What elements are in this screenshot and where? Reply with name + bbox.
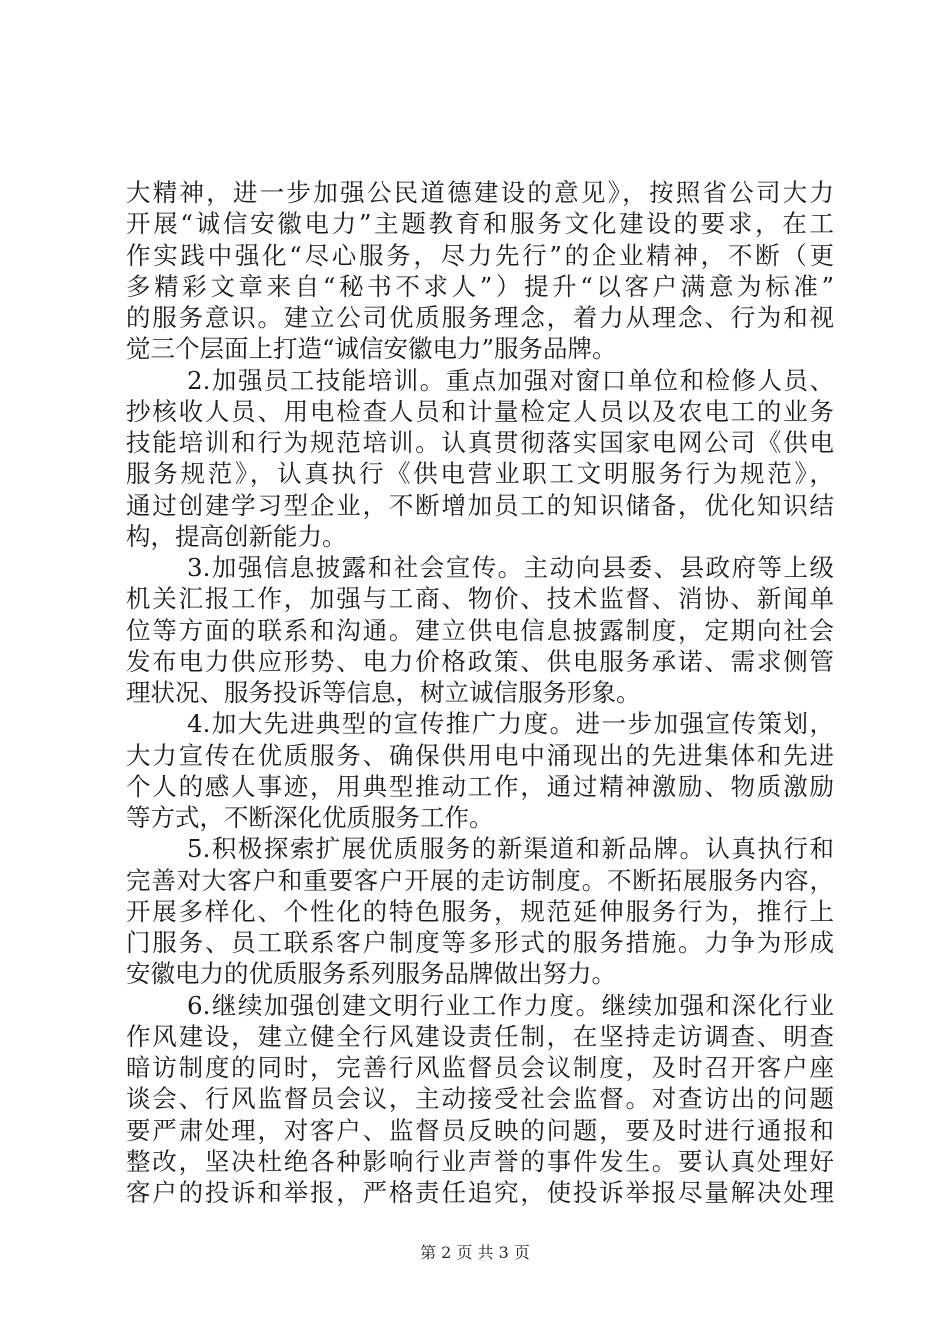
paragraph-5-first-line: 5.积极探索扩展优质服务的新渠道和新品牌。认真执行和 xyxy=(187,834,834,864)
body-text-line: 位等方面的联系和沟通。建立供电信息披露制度，定期向社会 xyxy=(126,615,834,645)
body-text-line: 开展多样化、个性化的特色服务，规范延伸服务行为，推行上 xyxy=(126,896,834,926)
body-text-line: 理状况、服务投诉等信息，树立诚信服务形象。 xyxy=(126,678,641,707)
body-text-line: 安徽电力的优质服务系列服务品牌做出努力。 xyxy=(126,959,616,989)
page-number-footer: 第 2 页 共 3 页 xyxy=(420,1243,530,1262)
body-text-line: 开展“诚信安徽电力”主题教育和服务文化建设的要求，在工 xyxy=(126,209,834,239)
paragraph-2-first-line: 2.加强员工技能培训。重点加强对窗口单位和检修人员、 xyxy=(187,365,834,395)
body-text-line: 大精神，进一步加强公民道德建设的意见》，按照省公司大力 xyxy=(126,178,834,207)
body-text-line: 发布电力供应形势、电力价格政策、供电服务承诺、需求侧管 xyxy=(126,646,834,676)
body-text-line: 机关汇报工作，加强与工商、物价、技术监督、消协、新闻单 xyxy=(126,584,834,614)
body-text-line: 构，提高创新能力。 xyxy=(126,521,347,551)
body-text-line: 服务规范》，认真执行《供电营业职工文明服务行为规范》， xyxy=(126,459,834,489)
body-text-line: 等方式，不断深化优质服务工作。 xyxy=(126,803,494,832)
paragraph-4-first-line: 4.加大先进典型的宣传推广力度。进一步加强宣传策划， xyxy=(187,709,834,739)
body-text-line: 多精彩文章来自“秘书不求人”）提升“以客户满意为标准” xyxy=(126,271,834,301)
body-text-line: 的服务意识。建立公司优质服务理念，着力从理念、行为和视 xyxy=(126,303,834,332)
body-text-line: 抄核收人员、用电检查人员和计量检定人员以及农电工的业务 xyxy=(126,396,834,426)
body-text-line: 完善对大客户和重要客户开展的走访制度。不断拓展服务内容， xyxy=(126,865,834,895)
body-text-line: 门服务、员工联系客户制度等多形式的服务措施。力争为形成 xyxy=(126,928,834,957)
body-text-line: 整改，坚决杜绝各种影响行业声誉的事件发生。要认真处理好 xyxy=(126,1146,834,1176)
body-text-line: 个人的感人事迹，用典型推动工作，通过精神激励、物质激励 xyxy=(126,771,834,801)
body-text-line: 要严肃处理，对客户、监督员反映的问题，要及时进行通报和 xyxy=(126,1115,834,1145)
body-text-line: 客户的投诉和举报，严格责任追究，使投诉举报尽量解决处理 xyxy=(126,1178,834,1207)
body-text-line: 通过创建学习型企业，不断增加员工的知识储备，优化知识结 xyxy=(126,490,834,520)
document-body xyxy=(126,177,834,1208)
body-text-line: 觉三个层面上打造“诚信安徽电力”服务品牌。 xyxy=(126,334,617,364)
paragraph-3-first-line: 3.加强信息披露和社会宣传。主动向县委、县政府等上级 xyxy=(187,553,834,582)
body-text-line: 作实践中强化“尽心服务，尽力先行”的企业精神，不断（更 xyxy=(126,240,834,270)
body-text-line: 技能培训和行为规范培训。认真贯彻落实国家电网公司《供电 xyxy=(126,428,834,457)
body-text-line: 大力宣传在优质服务、确保供用电中涌现出的先进集体和先进 xyxy=(126,740,834,770)
paragraph-6-first-line: 6.继续加强创建文明行业工作力度。继续加强和深化行业 xyxy=(187,990,834,1020)
body-text-line: 作风建设，建立健全行风建设责任制，在坚持走访调查、明查 xyxy=(126,1021,834,1051)
body-text-line: 谈会、行风监督员会议，主动接受社会监督。对查访出的问题 xyxy=(126,1084,834,1114)
body-text-line: 暗访制度的同时，完善行风监督员会议制度，及时召开客户座 xyxy=(126,1053,834,1082)
